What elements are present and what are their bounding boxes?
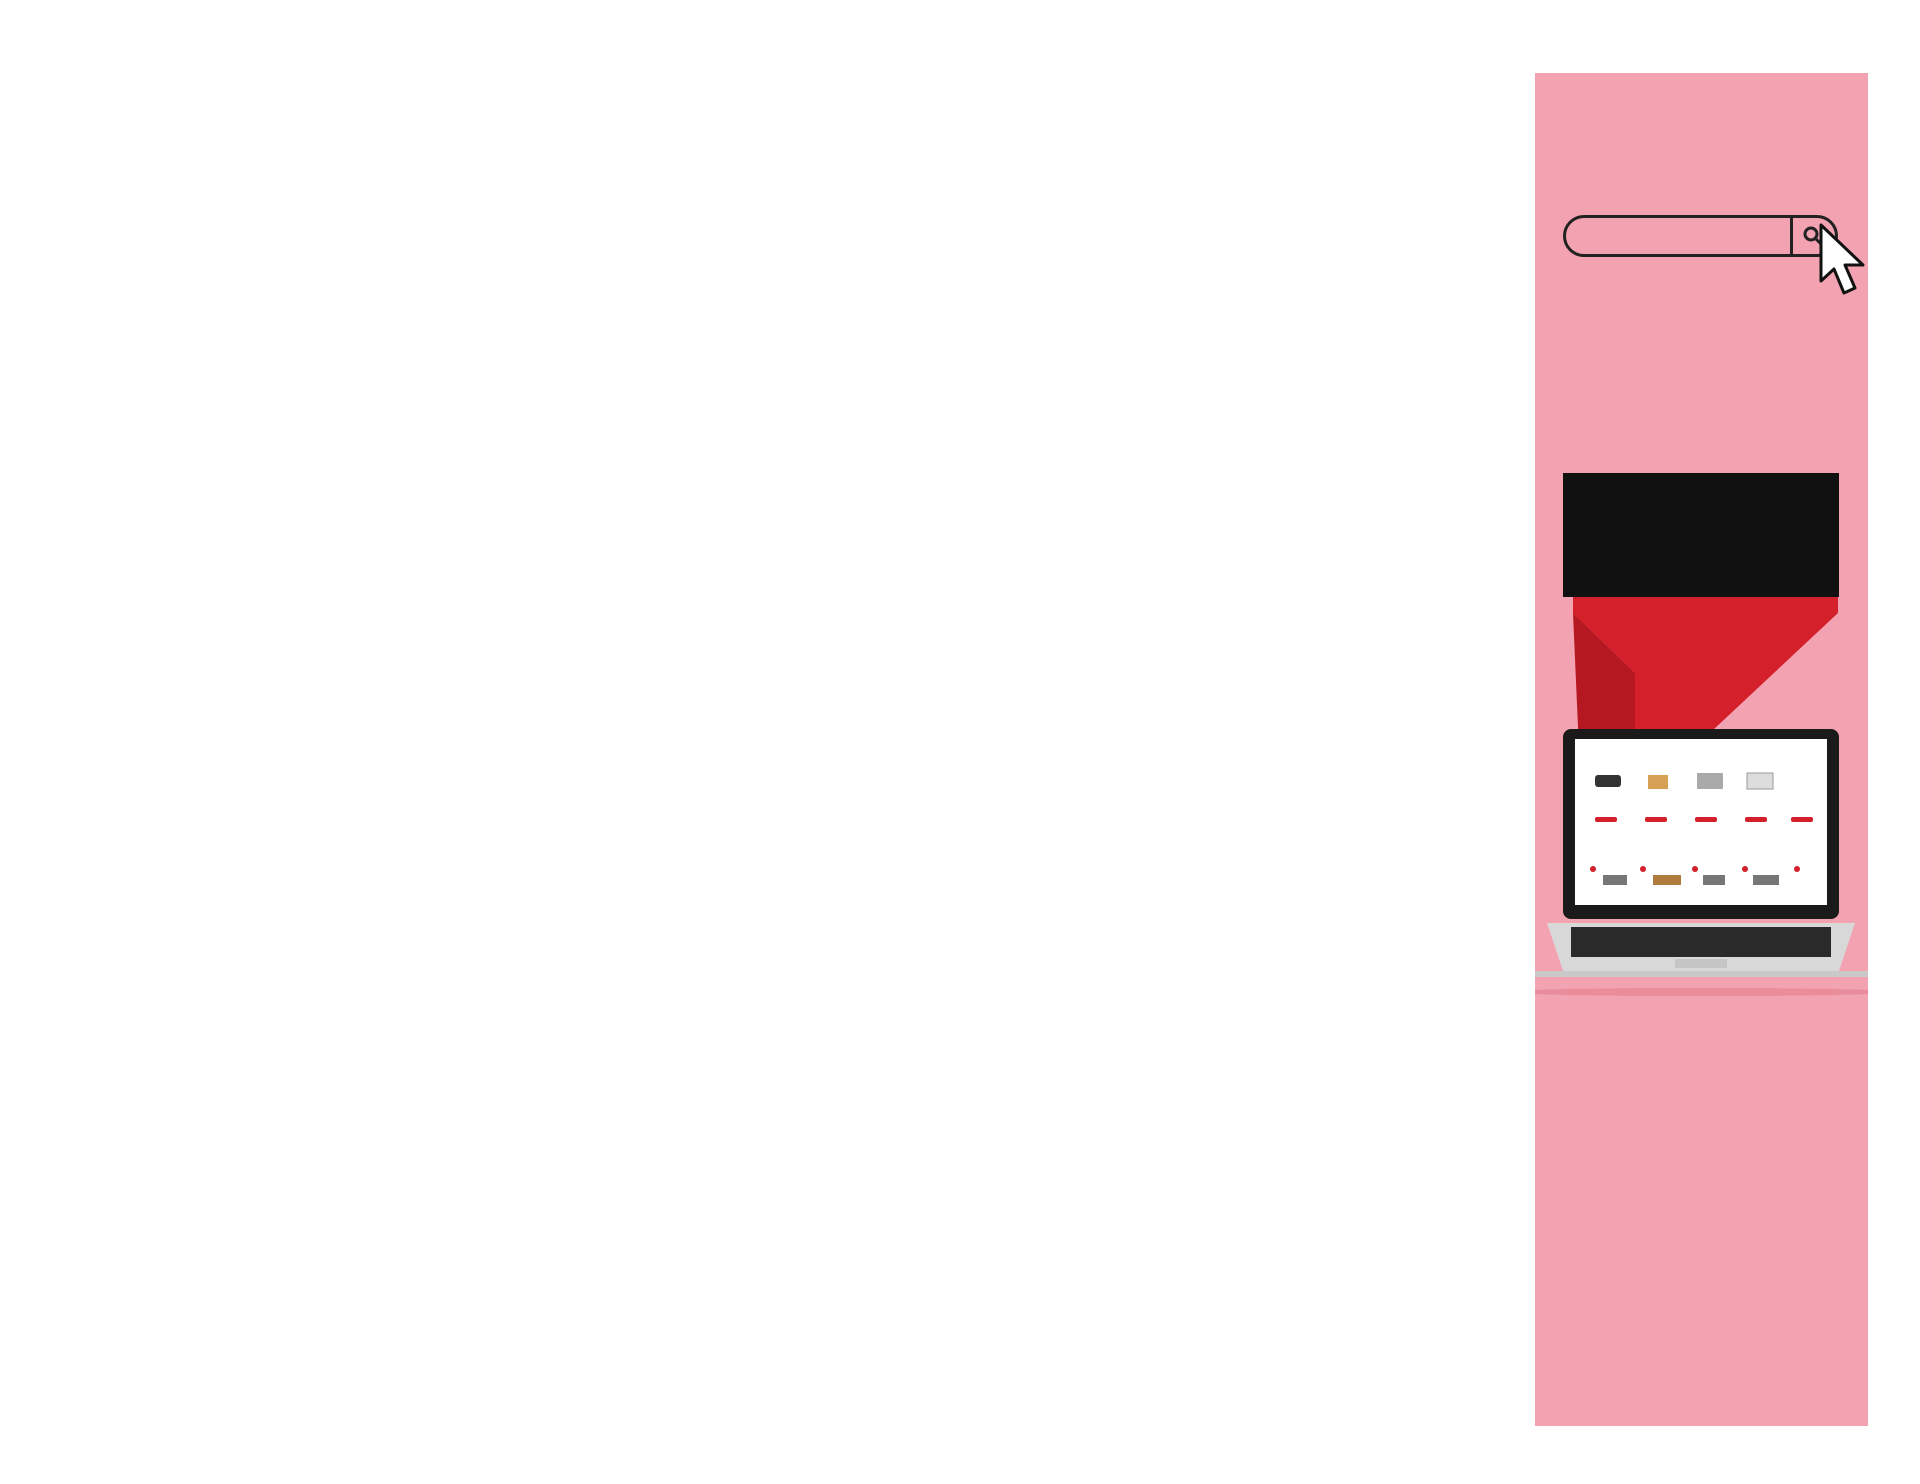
- laptop-shadow: [1535, 988, 1868, 996]
- website-promo-banner[interactable]: [1535, 73, 1868, 1426]
- website-url[interactable]: [1566, 218, 1790, 254]
- cta-headline-box: [1563, 473, 1839, 597]
- website-search-bar[interactable]: [1563, 215, 1838, 257]
- search-divider: [1790, 218, 1793, 254]
- laptop-image: [1535, 723, 1868, 983]
- cursor-arrow-icon: [1817, 223, 1868, 299]
